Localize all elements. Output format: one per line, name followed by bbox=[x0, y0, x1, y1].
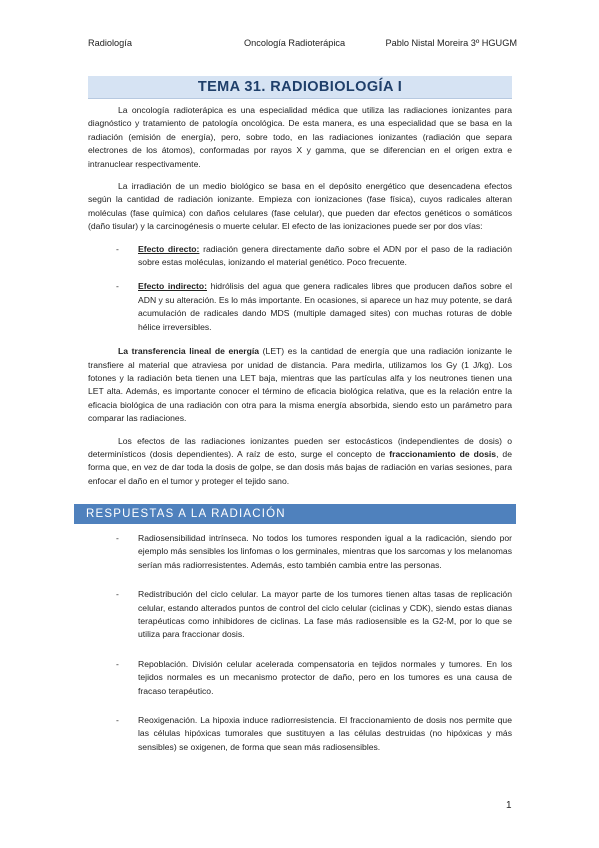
page-number: 1 bbox=[506, 800, 512, 811]
radiation-responses-list bbox=[88, 532, 512, 754]
bullet-dash: - bbox=[116, 533, 119, 543]
let-term: La transferencia lineal de energía bbox=[118, 346, 260, 357]
bullet-dash: - bbox=[116, 281, 119, 292]
ionization-effects-list bbox=[88, 243, 512, 334]
fractionation-text-start: Los efectos de las radiaciones ionizantes pueden ser estocásticos (independientes de dosis) o determinísticos (dosis dependientes). A raíz de esto, surge el concepto de bbox=[88, 435, 512, 459]
bullet-text: hidrólisis del agua que genera radicales libres que producen daños sobre el ADN y su alteración. Es lo más importante. En ocasiones, si aparece un haz muy potente, se dará acumulación de radicales dando MDS (multiple damaged sites) con muchas roturas de doble hélice irreversibles. bbox=[138, 281, 512, 332]
intro-section bbox=[88, 104, 512, 497]
bullet-text: Repoblación. División celular acelerada compensatoria en tejidos normales y tumores. En los tejidos normales es un mecanismo protector de daño, pero en los tumores es una causa de fracaso terapéutico. bbox=[138, 658, 512, 696]
header-subject: Radiología bbox=[88, 38, 132, 48]
let-text: (LET) es la cantidad de energía que una radiación ionizante le transfiere al material que atraviesa por unidad de distancia. Para medirla, utilizamos los Gy (1 J/kg). Los fotones y la radiación beta tienen una LET baja, mientras que las partículas alfa y los neutrones tienen una LET alta. Además, es importante conocer el término de eficacia biológica relativa, que es la relación entre la eficacia biológica de una radiación con otra para la misma energía absorbida, siendo esto un parámetro para comparar las radiaciones. bbox=[88, 346, 512, 424]
list-item bbox=[88, 588, 512, 642]
fractionation-paragraph bbox=[88, 435, 512, 489]
intro-paragraph-1: La oncología radioterápica es una especialidad médica que utiliza las radiaciones ionizantes para diagnóstico y tratamiento de patología oncológica. De esta manera, es una especialidad que se basa en la radiación (emisión de energía), pero, sobre todo, en las radiaciones ionizantes (radiación que separa electrones de los átomos), conformadas por rayos X y gamma, que se diferencian en el origen extra e intranuclear respectivamente. bbox=[88, 105, 512, 169]
radiation-responses-section bbox=[88, 532, 512, 770]
let-paragraph bbox=[88, 345, 512, 425]
page-header bbox=[88, 38, 517, 52]
header-author: Pablo Nistal Moreira 3º HGUGM bbox=[385, 38, 517, 48]
bullet-text: Reoxigenación. La hipoxia induce radiorresistencia. El fraccionamiento de dosis nos permite que las células hipóxicas tumorales que sustituyen a las células destruidas (no hipóxicas y más sensibles) se oxigenen, de forma que sean más radiosensibles. bbox=[138, 715, 512, 752]
fractionation-term: fraccionamiento de dosis bbox=[389, 448, 497, 459]
list-item bbox=[88, 714, 512, 754]
page-title: TEMA 31. RADIOBIOLOGÍA I bbox=[88, 76, 512, 99]
bullet-dash: - bbox=[116, 658, 119, 669]
bullet-text: radiación genera directamente daño sobre el ADN por el paso de la radiación sobre estas moléculas, ionizando el material genético. Poco frecuente. bbox=[138, 243, 512, 268]
bullet-term: Efecto directo: bbox=[138, 243, 200, 254]
bullet-dash: - bbox=[116, 715, 119, 726]
intro-paragraph-2: La irradiación de un medio biológico se basa en el depósito energético que desencadena efectos según la cantidad de radiación ionizante. Empieza con ionizaciones (fase física), cuyos radicales alteran moléculas (fase química) con daños celulares (fase celular), que pueden dar efectos genéticos o somáticos (daño tisular) y la carcinogénesis o muerte celular. El efecto de las ionizaciones puede ser por dos vías: bbox=[88, 181, 512, 232]
bullet-text: Radiosensibilidad intrínseca. No todos los tumores responden igual a la radicación, siendo por ejemplo más sensibles los linfomas o los germinales, mientras que los sarcomas y los melanomas serían más radiorresistentes. Además, esto también cambia entre las personas. bbox=[138, 533, 512, 570]
bullet-text: Redistribución del ciclo celular. La mayor parte de los tumores tienen altas tasas de replicación celular, estando alterados puntos de control del ciclo celular (ciclinas y CDK), siendo estas dianas terapéuticas como inhibidores de ciclinas. La fase más radiosensible es la G2-M, por lo que se utiliza para fraccionar dosis. bbox=[138, 589, 512, 640]
list-item bbox=[88, 532, 512, 572]
list-item bbox=[88, 243, 512, 270]
fractionation-text-end: , de forma que, en vez de dar toda la dosis de golpe, se dan dosis más bajas de radiación en varias sesiones, para enfocar el daño en el tumor y proteger el tejido sano. bbox=[88, 448, 512, 486]
list-item bbox=[88, 658, 512, 698]
bullet-term: Efecto indirecto: bbox=[138, 281, 208, 292]
header-course: Oncología Radioterápica bbox=[244, 38, 346, 48]
bullet-dash: - bbox=[116, 589, 119, 600]
bullet-dash: - bbox=[116, 243, 119, 254]
list-item bbox=[88, 280, 512, 334]
section-heading: RESPUESTAS A LA RADIACIÓN bbox=[74, 504, 516, 524]
